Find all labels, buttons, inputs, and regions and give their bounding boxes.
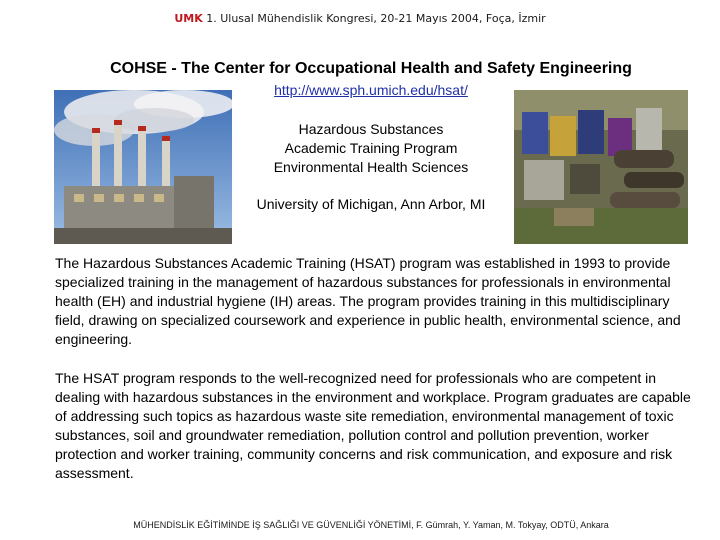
program-url-link[interactable]: http://www.sph.umich.edu/hsat/ (274, 82, 468, 98)
program-line-3: Environmental Health Sciences (273, 159, 469, 175)
program-description-block (0, 120, 720, 177)
paragraph-2: The HSAT program responds to the well-recognized need for professionals who are competent in dealing with hazardous substances in the environment and workplace. Program graduates are capable of addressing such topics as hazardous waste site remediation, environmental management of toxic substances, soil and groundwater remediation, pollution control and pollution prevention, worker protection and worker training, community concerns and risk communication, and exposure and risk assessment. (55, 370, 691, 481)
conference-header (0, 12, 720, 25)
slide-title: COHSE - The Center for Occupational Health and Safety Engineering (110, 60, 632, 77)
paragraph-1: The Hazardous Substances Academic Training (HSAT) program was established in 1993 to provide specialized training in the management of hazardous substances for professionals in environmental health (EH) and industrial hygiene (IH) areas. The program provides training in this multidisciplinary field, drawing on specialized coursework and experience in public health, environmental science, and engineering. (55, 255, 681, 347)
university-name: University of Michigan, Ann Arbor, MI (256, 196, 486, 212)
program-line-1: Hazardous Substances (298, 121, 444, 137)
umk-logo: UMK (174, 12, 203, 25)
program-line-2: Academic Training Program (284, 140, 458, 156)
footer-credit: MÜHENDİSLİK EĞİTİMİNDE İŞ SAĞLIĞI VE GÜVENLİĞİ YÖNETİMİ, F. Gümrah, Y. Yaman, M. Tokyay, ODTÜ, Ankara (133, 520, 609, 530)
conference-header-text: 1. Ulusal Mühendislik Kongresi, 20-21 Mayıs 2004, Foça, İzmir (206, 12, 546, 25)
